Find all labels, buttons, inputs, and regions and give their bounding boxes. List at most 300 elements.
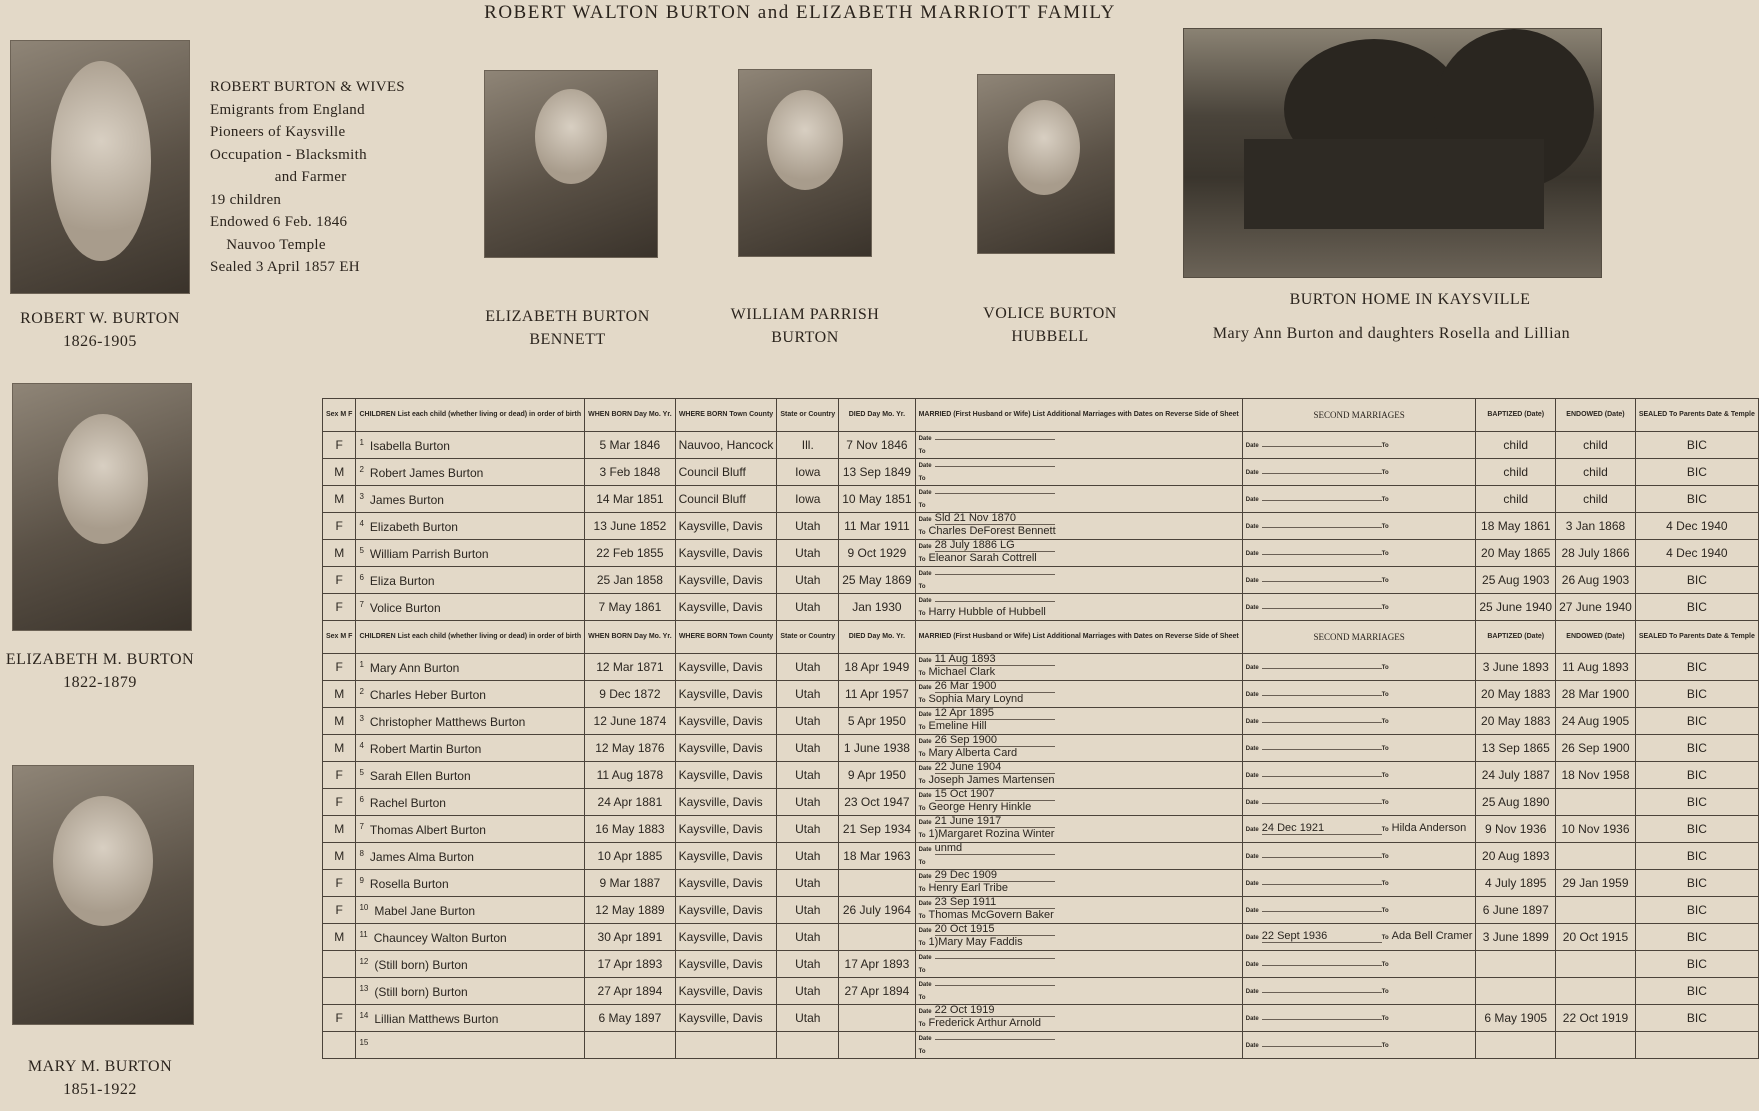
child-baptized: child — [1476, 486, 1556, 513]
child-where-born: Nauvoo, Hancock — [675, 432, 777, 459]
bio-line: 19 children — [210, 191, 282, 208]
child-number: 7 — [359, 821, 364, 831]
second-to-line — [1382, 849, 1392, 861]
child-where-born: Kaysville, Davis — [675, 897, 777, 924]
marriage-date-line — [919, 843, 1239, 856]
child-sealed: BIC — [1635, 1005, 1758, 1032]
marriage-date-line — [919, 486, 1239, 499]
child-baptized: 24 July 1887 — [1476, 762, 1556, 789]
child-sealed: BIC — [1635, 681, 1758, 708]
child-born: 12 May 1889 — [585, 897, 676, 924]
child-born: 10 Apr 1885 — [585, 843, 676, 870]
child-endowed: 10 Nov 1936 — [1556, 816, 1636, 843]
child-state: Utah — [777, 735, 839, 762]
marriage-to-line — [919, 553, 1239, 566]
second-date-line — [1246, 795, 1382, 807]
portrait-robert-years: 1826-1905 — [63, 333, 137, 350]
table-row — [323, 594, 1759, 621]
marriage-date — [935, 493, 1055, 494]
second-date-line — [1246, 957, 1382, 969]
second-marriage-cell — [1242, 1005, 1476, 1032]
second-marriage-date — [1262, 695, 1382, 696]
to-label: To — [1381, 907, 1389, 914]
marriage-spouse: Thomas McGovern Baker — [928, 909, 1054, 921]
child-born: 9 Dec 1872 — [585, 681, 676, 708]
second-marriage-date — [1262, 965, 1382, 966]
marriage-cell — [915, 513, 1242, 540]
second-to-line — [1382, 741, 1392, 753]
table-row — [323, 654, 1759, 681]
child-number: 3 — [359, 713, 364, 723]
to-label: To — [918, 725, 926, 731]
child-number: 10 — [359, 902, 369, 912]
child-sex: M — [323, 924, 356, 951]
child-name: James Burton — [369, 492, 444, 507]
marriage-spouse: Mary Alberta Card — [928, 747, 1018, 759]
portrait-william-photo — [738, 69, 872, 257]
child-number: 6 — [359, 794, 364, 804]
date-label: Date — [918, 712, 932, 718]
to-label: To — [918, 476, 926, 482]
date-label: Date — [918, 517, 932, 523]
child-number: 6 — [359, 572, 364, 582]
date-label: Date — [1245, 718, 1259, 725]
child-name-cell — [356, 978, 585, 1005]
child-where-born: Kaysville, Davis — [675, 924, 777, 951]
child-endowed: 3 Jan 1868 — [1556, 513, 1636, 540]
second-marriage-cell — [1242, 897, 1476, 924]
marriage-date-line — [919, 978, 1239, 991]
second-date-line — [1246, 438, 1382, 450]
child-where-born: Kaysville, Davis — [675, 735, 777, 762]
to-label: To — [918, 1022, 926, 1028]
child-endowed — [1556, 1032, 1636, 1059]
child-name-cell — [356, 708, 585, 735]
child-died: 11 Mar 1911 — [839, 513, 915, 540]
date-label: Date — [1245, 496, 1259, 503]
child-born: 5 Mar 1846 — [585, 432, 676, 459]
to-label: To — [918, 584, 926, 590]
marriage-cell — [915, 1032, 1242, 1059]
portrait-elizabeth-bennett-line1: ELIZABETH BURTON — [485, 308, 650, 325]
second-marriage-cell — [1242, 735, 1476, 762]
portrait-elizabeth-m-caption — [0, 648, 200, 694]
child-state: Utah — [777, 978, 839, 1005]
child-name-cell — [356, 540, 585, 567]
marriage-spouse: George Henry Hinkle — [928, 801, 1032, 813]
child-name-cell — [356, 1005, 585, 1032]
child-state: Utah — [777, 762, 839, 789]
header-baptized: BAPTIZED (Date) — [1476, 621, 1556, 654]
second-date-line — [1246, 465, 1382, 477]
child-born: 30 Apr 1891 — [585, 924, 676, 951]
child-endowed: child — [1556, 459, 1636, 486]
marriage-date-line — [919, 567, 1239, 580]
date-label: Date — [918, 982, 932, 988]
child-born: 9 Mar 1887 — [585, 870, 676, 897]
child-baptized: 6 June 1897 — [1476, 897, 1556, 924]
child-sealed: BIC — [1635, 816, 1758, 843]
date-label: Date — [1245, 907, 1259, 914]
to-label: To — [918, 941, 926, 947]
bio-line: Occupation - Blacksmith — [210, 146, 367, 163]
second-marriage-cell — [1242, 567, 1476, 594]
second-marriage-date — [1262, 803, 1382, 804]
header-children: CHILDREN List each child (whether living or dead) in order of birth — [356, 399, 585, 432]
child-name: Robert James Burton — [369, 465, 484, 480]
date-label: Date — [918, 1009, 932, 1015]
child-sex — [323, 1032, 356, 1059]
to-label: To — [918, 671, 926, 677]
home-caption: BURTON HOME IN KAYSVILLE — [1289, 291, 1531, 308]
child-died: 7 Nov 1846 — [839, 432, 915, 459]
table-row — [323, 735, 1759, 762]
child-number: 4 — [359, 518, 364, 528]
child-baptized: 3 June 1899 — [1476, 924, 1556, 951]
marriage-to-line — [919, 937, 1239, 950]
child-sealed: 4 Dec 1940 — [1635, 513, 1758, 540]
to-label: To — [1381, 550, 1389, 557]
marriage-spouse: 1)Margaret Rozina Winter — [928, 828, 1055, 840]
child-died: 25 May 1869 — [839, 567, 915, 594]
second-marriage-cell — [1242, 654, 1476, 681]
child-sealed: BIC — [1635, 567, 1758, 594]
date-label: Date — [918, 928, 932, 934]
child-died — [839, 924, 915, 951]
child-number: 12 — [359, 956, 369, 966]
bio-line: Endowed 6 Feb. 1846 — [210, 214, 348, 230]
child-sex: M — [323, 843, 356, 870]
marriage-date — [935, 985, 1055, 986]
child-state: Utah — [777, 708, 839, 735]
child-died: 9 Oct 1929 — [839, 540, 915, 567]
child-endowed — [1556, 843, 1636, 870]
date-label: Date — [1245, 604, 1259, 611]
marriage-date — [935, 439, 1055, 440]
child-name-cell — [356, 951, 585, 978]
portrait-volice-photo — [977, 74, 1115, 254]
header-married: MARRIED (First Husband or Wife) List Additional Marriages with Dates on Reverse Side of Sheet — [915, 621, 1242, 654]
child-sex: M — [323, 708, 356, 735]
to-label: To — [1381, 853, 1389, 860]
second-marriage-date: 24 Dec 1921 — [1262, 823, 1382, 835]
second-to-line — [1382, 714, 1392, 726]
second-date-line — [1246, 1011, 1382, 1023]
marriage-cell — [915, 762, 1242, 789]
table-row — [323, 951, 1759, 978]
header-where-born: WHERE BORN Town County — [675, 621, 777, 654]
child-sex: F — [323, 897, 356, 924]
child-name: Rosella Burton — [369, 876, 449, 891]
second-date-line — [1246, 519, 1382, 531]
header-sealed: SEALED To Parents Date & Temple — [1635, 399, 1758, 432]
child-baptized: 18 May 1861 — [1476, 513, 1556, 540]
child-name: Christopher Matthews Burton — [369, 714, 526, 729]
child-sealed: BIC — [1635, 870, 1758, 897]
portrait-mary-m-caption — [0, 1055, 200, 1101]
header-state: State or Country — [777, 399, 839, 432]
child-state: Iowa — [777, 486, 839, 513]
marriage-to-line — [919, 748, 1239, 761]
child-born: 3 Feb 1848 — [585, 459, 676, 486]
child-born: 12 June 1874 — [585, 708, 676, 735]
child-sealed: BIC — [1635, 789, 1758, 816]
child-sex — [323, 978, 356, 1005]
table-row — [323, 897, 1759, 924]
child-name-cell — [356, 1032, 585, 1059]
header-children: CHILDREN List each child (whether living or dead) in order of birth — [356, 621, 585, 654]
child-died — [839, 1032, 915, 1059]
child-number: 13 — [359, 983, 369, 993]
child-name: Mabel Jane Burton — [374, 903, 476, 918]
child-sealed: 4 Dec 1940 — [1635, 540, 1758, 567]
child-name-cell — [356, 432, 585, 459]
header-row — [323, 399, 1759, 432]
child-born — [585, 1032, 676, 1059]
to-label: To — [918, 779, 926, 785]
date-label: Date — [1245, 664, 1259, 671]
to-label: To — [918, 995, 926, 1001]
second-to-line — [1382, 660, 1392, 672]
bio-line: Pioneers of Kaysville — [210, 124, 346, 140]
marriage-to-line — [919, 856, 1239, 869]
child-number: 14 — [359, 1010, 369, 1020]
header-married: MARRIED (First Husband or Wife) List Additional Marriages with Dates on Reverse Side of Sheet — [915, 399, 1242, 432]
second-marriage-cell — [1242, 459, 1476, 486]
child-name: Sarah Ellen Burton — [369, 768, 471, 783]
child-died: 23 Oct 1947 — [839, 789, 915, 816]
to-label: To — [1381, 718, 1389, 725]
child-endowed — [1556, 951, 1636, 978]
marriage-date: 22 June 1904 — [935, 762, 1055, 774]
child-name-cell — [356, 924, 585, 951]
child-state — [777, 1032, 839, 1059]
child-died — [839, 870, 915, 897]
child-born: 27 Apr 1894 — [585, 978, 676, 1005]
table2-header — [323, 621, 1759, 654]
second-marriage-cell — [1242, 1032, 1476, 1059]
header-sex: Sex M F — [323, 621, 356, 654]
table-row — [323, 540, 1759, 567]
child-sex: F — [323, 789, 356, 816]
date-label: Date — [1245, 880, 1259, 887]
to-label: To — [918, 698, 926, 704]
to-label: To — [1381, 664, 1389, 671]
portrait-mary-m-photo — [12, 765, 194, 1025]
date-label: Date — [918, 766, 932, 772]
to-label: To — [918, 968, 926, 974]
child-baptized: 25 Aug 1890 — [1476, 789, 1556, 816]
child-name-cell — [356, 870, 585, 897]
marriage-date: 23 Sep 1911 — [935, 897, 1055, 909]
child-endowed — [1556, 978, 1636, 1005]
marriage-to-line — [919, 445, 1239, 458]
child-sealed: BIC — [1635, 897, 1758, 924]
date-label: Date — [918, 847, 932, 853]
header-sex: Sex M F — [323, 399, 356, 432]
marriage-spouse: Emeline Hill — [928, 720, 987, 732]
to-label: To — [1381, 745, 1389, 752]
child-number: 15 — [359, 1037, 369, 1047]
marriage-to-line — [919, 991, 1239, 1004]
child-baptized: child — [1476, 432, 1556, 459]
header-when-born: WHEN BORN Day Mo. Yr. — [585, 399, 676, 432]
child-died: 17 Apr 1893 — [839, 951, 915, 978]
second-date-line — [1246, 768, 1382, 780]
marriage-cell — [915, 654, 1242, 681]
second-date-line — [1246, 822, 1382, 834]
child-died: 26 July 1964 — [839, 897, 915, 924]
child-name-cell — [356, 816, 585, 843]
child-state: Utah — [777, 654, 839, 681]
child-name: Isabella Burton — [369, 438, 450, 453]
marriage-spouse: 1)Mary May Faddis — [928, 936, 1023, 948]
second-marriage-cell — [1242, 924, 1476, 951]
child-baptized — [1476, 951, 1556, 978]
marriage-spouse: Michael Clark — [928, 666, 996, 678]
second-marriage-date — [1262, 749, 1382, 750]
child-baptized: 20 May 1883 — [1476, 708, 1556, 735]
second-to-line — [1382, 438, 1392, 450]
second-to-line — [1382, 795, 1392, 807]
second-marriage-date — [1262, 668, 1382, 669]
child-where-born: Kaysville, Davis — [675, 567, 777, 594]
second-to-line — [1382, 1038, 1392, 1050]
to-label: To — [918, 887, 926, 893]
child-died — [839, 1005, 915, 1032]
to-label: To — [918, 752, 926, 758]
marriage-to-line — [919, 721, 1239, 734]
header-row — [323, 621, 1759, 654]
second-to-line — [1382, 984, 1392, 996]
marriage-date: 22 Oct 1919 — [935, 1005, 1055, 1017]
family-table — [322, 398, 1759, 1059]
to-label: To — [1381, 523, 1389, 530]
portrait-elizabeth-bennett-photo — [484, 70, 658, 258]
child-name: Elizabeth Burton — [369, 519, 458, 534]
child-name-cell — [356, 681, 585, 708]
child-name-cell — [356, 843, 585, 870]
second-marriage-date: 22 Sept 1936 — [1262, 931, 1382, 943]
child-where-born: Kaysville, Davis — [675, 1005, 777, 1032]
child-sex: M — [323, 459, 356, 486]
child-where-born: Kaysville, Davis — [675, 816, 777, 843]
table-row — [323, 513, 1759, 540]
marriage-date — [935, 601, 1055, 602]
child-born: 7 May 1861 — [585, 594, 676, 621]
marriage-date: 15 Oct 1907 — [935, 789, 1055, 801]
table-row — [323, 1005, 1759, 1032]
child-number: 11 — [359, 929, 368, 939]
child-name: Lillian Matthews Burton — [374, 1011, 499, 1026]
portrait-william-line2: BURTON — [771, 329, 839, 346]
child-number: 7 — [359, 599, 364, 609]
marriage-cell — [915, 681, 1242, 708]
to-label: To — [1381, 469, 1389, 476]
child-name: Eliza Burton — [369, 573, 435, 588]
second-marriage-cell — [1242, 486, 1476, 513]
child-name: (Still born) Burton — [374, 984, 468, 999]
child-endowed: 28 July 1866 — [1556, 540, 1636, 567]
child-sex: F — [323, 567, 356, 594]
date-label: Date — [1245, 577, 1259, 584]
child-state: Utah — [777, 594, 839, 621]
date-label: Date — [918, 490, 932, 496]
child-endowed: 26 Aug 1903 — [1556, 567, 1636, 594]
child-born: 17 Apr 1893 — [585, 951, 676, 978]
child-baptized: 6 May 1905 — [1476, 1005, 1556, 1032]
second-marriage-date — [1262, 911, 1382, 912]
date-label: Date — [1245, 523, 1259, 530]
date-label: Date — [1245, 988, 1259, 995]
home-subcaption: Mary Ann Burton and daughters Rosella and Lillian — [1212, 325, 1571, 342]
to-label: To — [1381, 691, 1389, 698]
marriage-cell — [915, 951, 1242, 978]
child-where-born — [675, 1032, 777, 1059]
portrait-volice-line2: HUBBELL — [1011, 328, 1089, 345]
child-died: 21 Sep 1934 — [839, 816, 915, 843]
child-endowed: child — [1556, 432, 1636, 459]
date-label: Date — [1245, 934, 1259, 941]
child-sex: F — [323, 654, 356, 681]
second-marriage-cell — [1242, 843, 1476, 870]
child-where-born: Kaysville, Davis — [675, 870, 777, 897]
header-where-born: WHERE BORN Town County — [675, 399, 777, 432]
child-name-cell — [356, 897, 585, 924]
second-date-line — [1246, 600, 1382, 612]
child-sealed: BIC — [1635, 486, 1758, 513]
child-sealed: BIC — [1635, 654, 1758, 681]
marriage-date-line — [919, 1032, 1239, 1045]
table-row — [323, 978, 1759, 1005]
child-died: 1 June 1938 — [839, 735, 915, 762]
marriage-cell — [915, 594, 1242, 621]
child-endowed: 27 June 1940 — [1556, 594, 1636, 621]
child-where-born: Kaysville, Davis — [675, 540, 777, 567]
marriage-spouse: Joseph James Martensen — [928, 774, 1055, 786]
date-label: Date — [918, 820, 932, 826]
child-state: Ill. — [777, 432, 839, 459]
marriage-date: 21 June 1917 — [935, 816, 1055, 828]
child-name: James Alma Burton — [369, 849, 474, 864]
child-where-born: Kaysville, Davis — [675, 654, 777, 681]
date-label: Date — [1245, 745, 1259, 752]
table-row — [323, 843, 1759, 870]
second-to-line — [1382, 573, 1392, 585]
marriage-spouse: Harry Hubble of Hubbell — [928, 606, 1046, 618]
second-marriage-spouse: Hilda Anderson — [1391, 821, 1467, 834]
child-number: 2 — [359, 686, 364, 696]
child-endowed: 29 Jan 1959 — [1556, 870, 1636, 897]
child-baptized: 25 Aug 1903 — [1476, 567, 1556, 594]
marriage-date-line — [919, 459, 1239, 472]
child-name-cell — [356, 513, 585, 540]
second-to-line — [1382, 600, 1392, 612]
second-to-line — [1382, 876, 1392, 888]
to-label: To — [918, 833, 926, 839]
to-label: To — [918, 806, 926, 812]
child-number: 5 — [359, 767, 364, 777]
portrait-elizabeth-m-photo — [12, 383, 192, 631]
to-label: To — [918, 530, 926, 536]
portrait-william-line1: WILLIAM PARRISH — [730, 306, 880, 323]
child-endowed: 22 Oct 1919 — [1556, 1005, 1636, 1032]
child-baptized — [1476, 978, 1556, 1005]
second-date-line — [1246, 687, 1382, 699]
child-where-born: Kaysville, Davis — [675, 708, 777, 735]
child-state: Utah — [777, 681, 839, 708]
marriage-to-line — [919, 802, 1239, 815]
